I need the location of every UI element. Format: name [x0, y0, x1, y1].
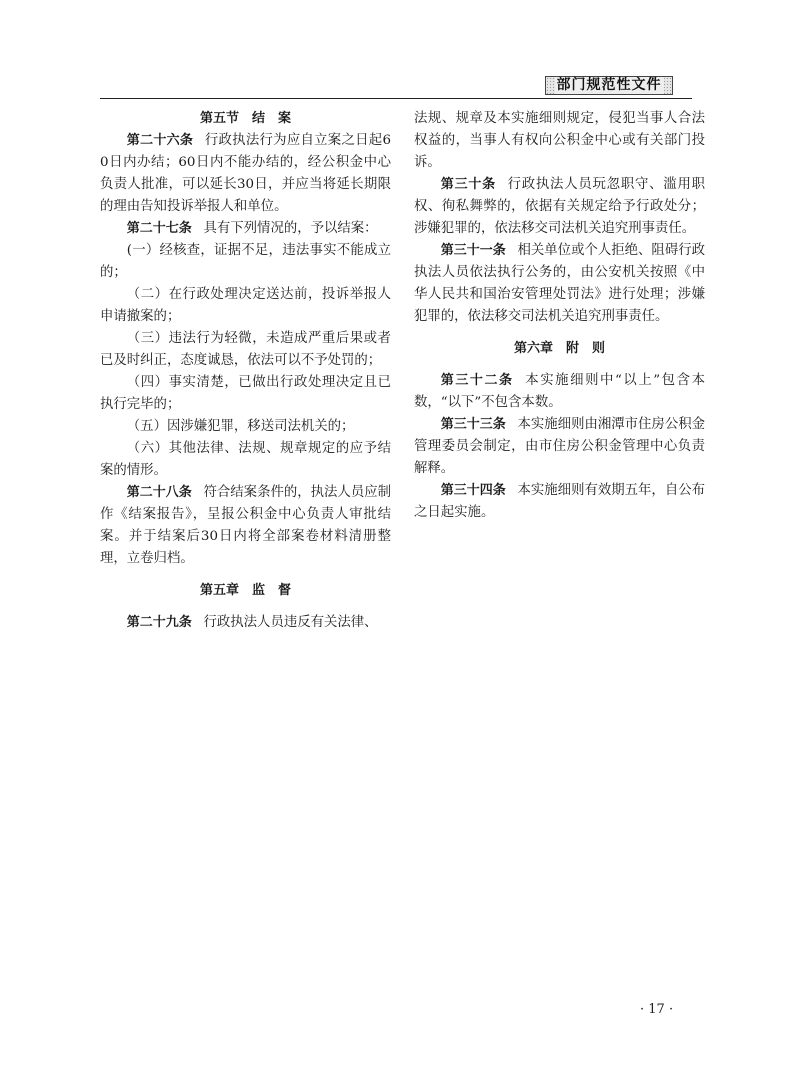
article-29-continued: 法规、规章及本实施细则规定，侵犯当事人合法权益的，当事人有权向公积金中心或有关部门投诉。 [414, 111, 705, 170]
section-heading: 第五节 结 案 [199, 111, 291, 126]
article-number: 第二十九条 [126, 615, 192, 630]
article-29 [100, 612, 391, 634]
article-27 [100, 218, 391, 240]
article-number: 第三十三条 [440, 417, 506, 432]
list-item: （六）其他法律、法规、规章规定的应予结案的情形。 [100, 441, 391, 478]
section-badge-label: 部门规范性文件 [556, 77, 662, 93]
right-column [414, 108, 705, 524]
chapter-heading: 第五章 监 督 [199, 583, 291, 598]
article-text: 行政执法行为应自立案之日起60日内办结；60日内不能办结的，经公积金中心负责人批准，可以延长30日，并应当将延长期限的理由告知投诉举报人和单位。 [100, 133, 391, 214]
article-33 [414, 414, 705, 480]
article-text: 行政执法人员玩忽职守、滥用职权、徇私舞弊的，依据有关规定给予行政处分；涉嫌犯罪的，依法移交司法机关追究刑事责任。 [414, 177, 705, 236]
list-item: （二）在行政处理决定送达前，投诉举报人申请撤案的； [100, 287, 391, 324]
list-item: (一）经核查，证据不足，违法事实不能成立的； [100, 243, 391, 280]
article-number: 第三十条 [440, 177, 496, 192]
article-28 [100, 482, 391, 570]
article-number: 第二十八条 [126, 485, 192, 500]
article-number: 第三十一条 [440, 243, 506, 258]
chapter-heading: 第六章 附 则 [513, 341, 605, 356]
article-32 [414, 370, 705, 414]
article-number: 第二十六条 [126, 133, 194, 148]
article-number: 第二十七条 [126, 221, 192, 236]
article-text: 行政执法人员违反有关法律、 [203, 615, 378, 630]
article-26 [100, 130, 391, 218]
header-rule [100, 98, 692, 99]
list-item: （三）违法行为轻微，未造成严重后果或者已及时纠正，态度诚恳，依法可以不予处罚的； [100, 331, 391, 368]
article-text: 具有下列情况的，予以结案： [203, 221, 378, 236]
list-item: （五）因涉嫌犯罪，移送司法机关的； [126, 419, 355, 434]
article-number: 第三十二条 [440, 373, 514, 388]
article-34 [414, 480, 705, 524]
article-text: 本实施细则由湘潭市住房公积金管理委员会制定，由市住房公积金管理中心负责解释。 [414, 417, 705, 476]
left-column [100, 108, 391, 634]
list-item: （四）事实清楚，已做出行政处理决定且已执行完毕的； [100, 375, 391, 412]
article-text: 本实施细则中“以上”包含本数，“以下”不包含本数。 [414, 373, 705, 410]
page-number: · 17 · [640, 1002, 674, 1017]
article-text: 符合结案条件的，执法人员应制作《结案报告》，呈报公积金中心负责人审批结案。并于结案后30日内将全部案卷材料清册整理，立卷归档。 [100, 485, 391, 566]
section-badge [545, 76, 673, 95]
article-number: 第三十四条 [440, 483, 506, 498]
article-30 [414, 174, 705, 240]
article-text: 相关单位或个人拒绝、阻碍行政执法人员依法执行公务的，由公安机关按照《中华人民共和国治安管理处罚法》进行处理；涉嫌犯罪的，依法移交司法机关追究刑事责任。 [414, 243, 705, 324]
article-text: 本实施细则有效期五年，自公布之日起实施。 [414, 483, 705, 520]
article-31 [414, 240, 705, 328]
